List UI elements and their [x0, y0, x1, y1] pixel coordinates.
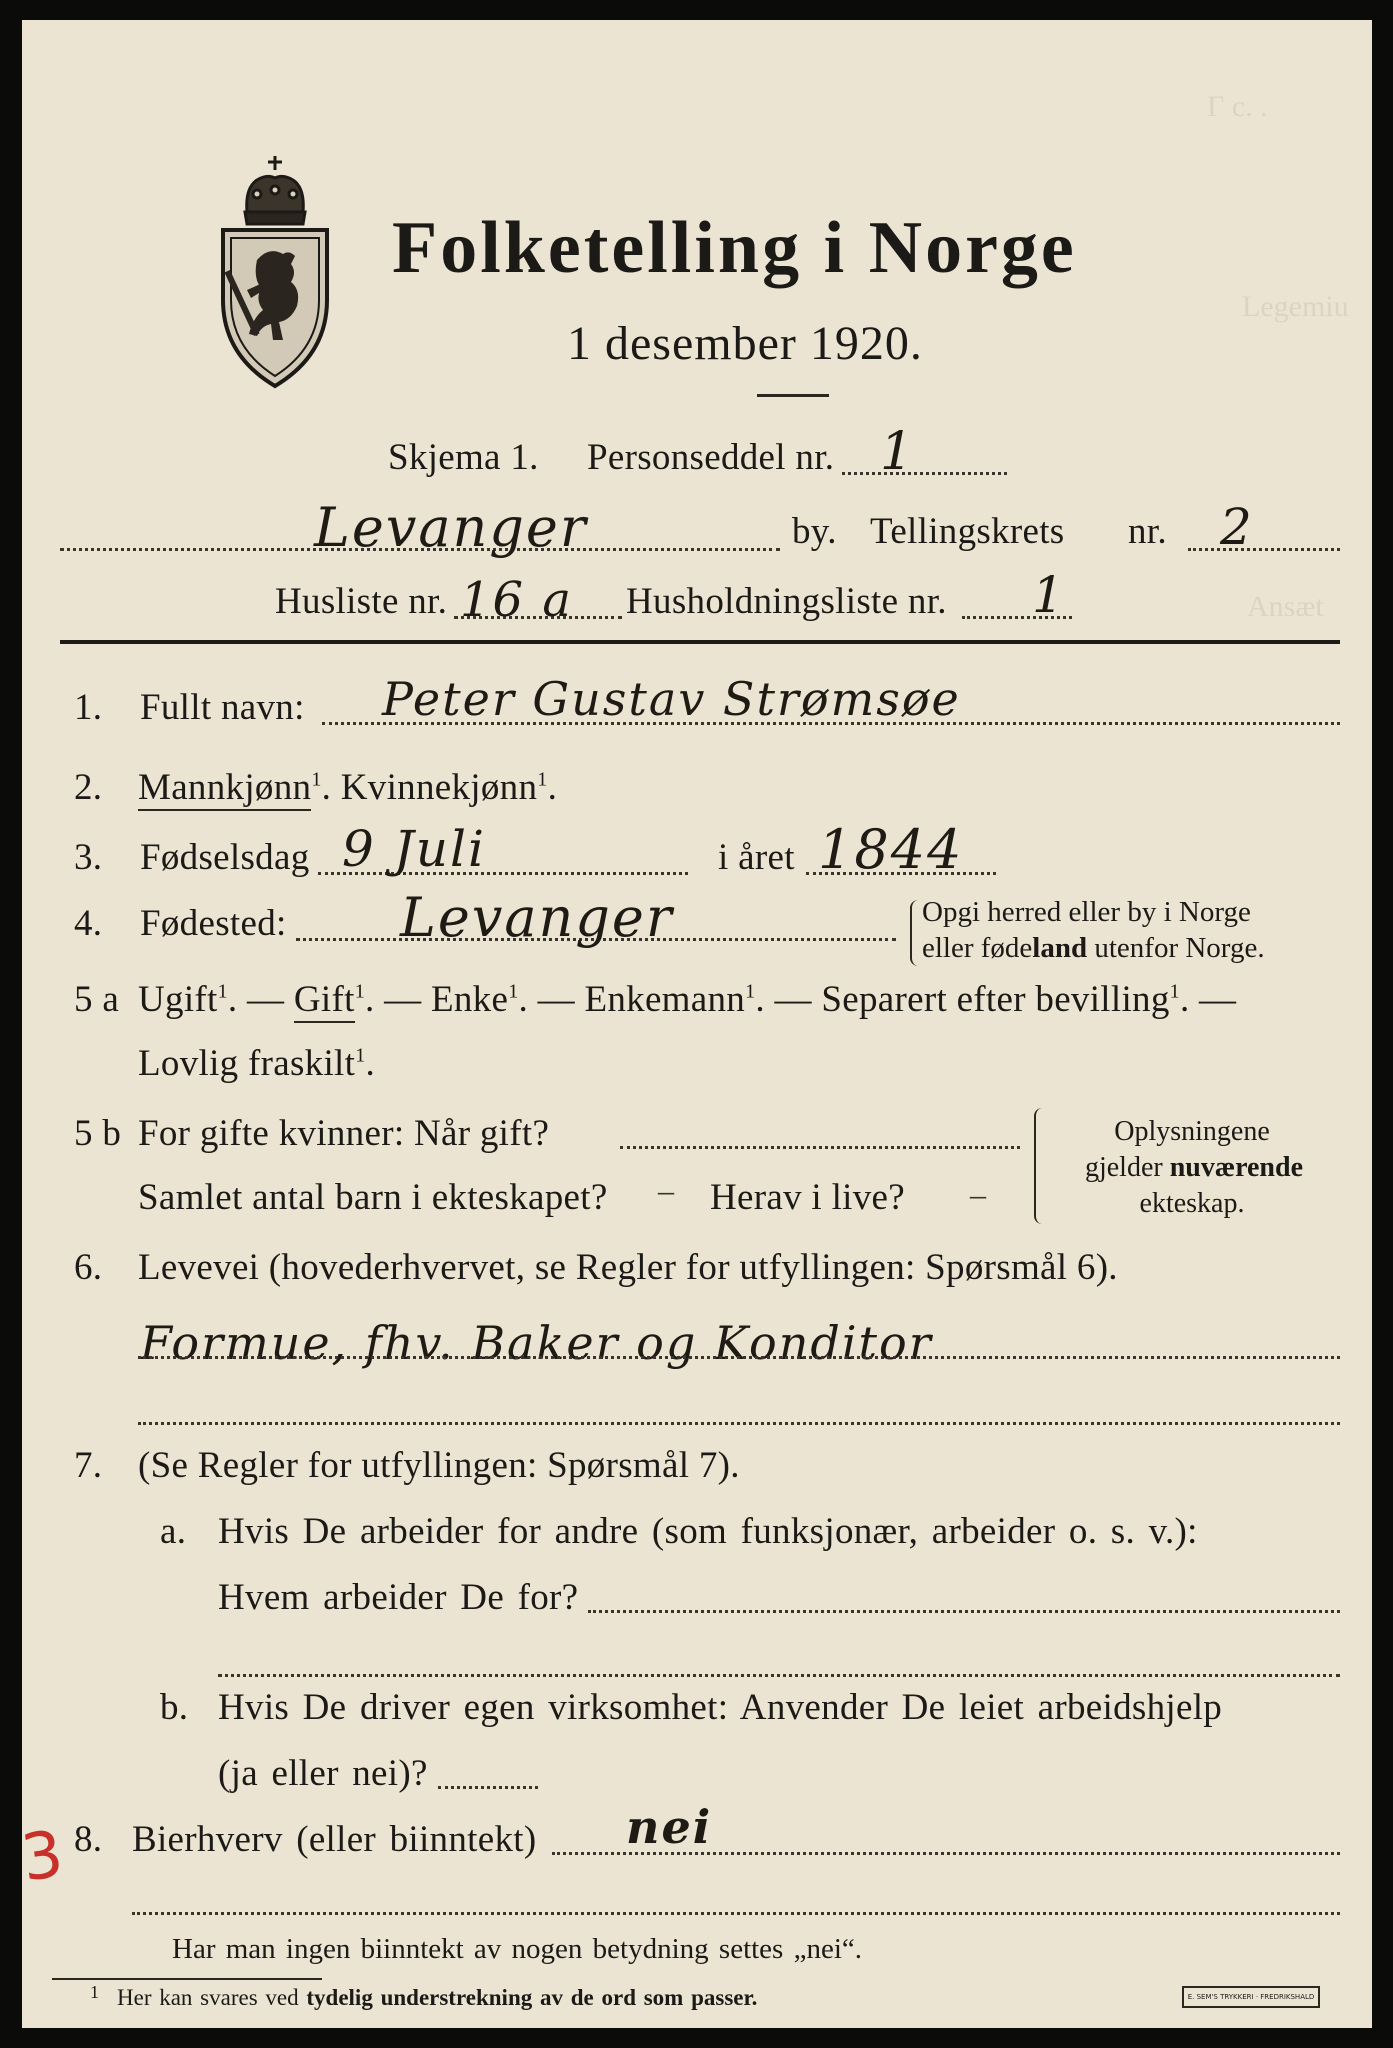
q7a-dotted-line-2	[218, 1674, 1340, 1677]
husholdning-value: 1	[1032, 566, 1066, 624]
q2-number: 2.	[74, 767, 103, 808]
q6-dotted-line-2	[138, 1422, 1340, 1425]
q7b-line2: (ja eller nei)?	[218, 1753, 428, 1794]
q5b-note-line3: ekteskap.	[1139, 1188, 1245, 1219]
q4-birthplace-value: Levanger	[400, 886, 674, 949]
q7b-line1: Hvis De driver egen virksomhet: Anvender De leiet arbeidshjelp	[218, 1687, 1223, 1728]
q4-note-brace	[910, 900, 920, 966]
q4-note-line1: Opgi herred eller by i Norge	[922, 896, 1251, 928]
q5b-note-brace	[1034, 1108, 1046, 1224]
bleed-through-text: Γ c. .	[1207, 90, 1268, 123]
tellingskrets-label: Tellingskrets	[870, 511, 1065, 552]
tellingskrets-value: 2	[1220, 498, 1254, 556]
census-form-page	[17, 20, 1372, 2028]
q5b-number: 5 b	[74, 1113, 122, 1154]
q6-number: 6.	[74, 1247, 103, 1288]
form-title: Folketelling i Norge	[392, 207, 1077, 289]
footnote-marker: 1	[311, 768, 322, 791]
footnote-text: Her kan svares ved tydelig understrekning av de ord som passer.	[117, 1985, 758, 2010]
footnote-marker: 1	[537, 768, 548, 791]
tellingskrets-nr-label: nr.	[1128, 511, 1167, 552]
q8-dotted-line-2	[132, 1912, 1340, 1915]
q3-birthday-value: 9 Juli	[342, 820, 486, 878]
q5a-gift-underlined: Gift	[294, 979, 355, 1023]
norway-coat-of-arms-icon	[217, 150, 335, 390]
q5b-herav-label: Herav i live?	[710, 1177, 905, 1218]
printer-stamp: E. SEM'S TRYKKERI · FREDRIKSHALD	[1182, 1986, 1320, 2008]
husliste-label: Husliste nr.	[275, 581, 448, 622]
q7-label: (Se Regler for utfyllingen: Spørsmål 7).	[138, 1445, 740, 1486]
personseddel-dotted-line	[842, 472, 1007, 475]
personseddel-label: Personseddel nr.	[587, 437, 835, 478]
footer-note: Har man ingen biinntekt av nogen betydning settes „nei“.	[172, 1933, 863, 1965]
q8-number: 8.	[74, 1819, 103, 1860]
q7b-dotted-line	[438, 1786, 538, 1789]
q5b-note-line2: gjelder nuværende	[1084, 1152, 1304, 1183]
q6-occupation-value: Formue, fhv. Baker og Konditor	[140, 1316, 933, 1370]
q7a-line2: Hvem arbeider De for?	[218, 1577, 579, 1618]
q5a-line2: Lovlig fraskilt$^1$.	[138, 1043, 376, 1084]
q7b-letter: b.	[160, 1687, 189, 1728]
header-rule	[60, 640, 1340, 644]
margin-red-mark: 3	[17, 1817, 68, 1897]
q1-number: 1.	[74, 687, 103, 728]
q5a-number: 5 a	[74, 979, 120, 1020]
q8-label: Bierhverv (eller biinntekt)	[132, 1819, 537, 1860]
q5b-children-label: Samlet antal barn i ekteskapet?	[138, 1177, 608, 1218]
q2-kvinnekjonn: Kvinnekjønn	[340, 767, 538, 808]
q3-year-label: i året	[718, 837, 795, 878]
q4-label: Fødested:	[140, 903, 287, 944]
q4-note-line2: eller fødeland utenfor Norge.	[922, 932, 1265, 964]
by-label: by.	[792, 511, 837, 552]
q5b-children-value: –	[658, 1172, 674, 1208]
tellingskrets-dotted-line	[1188, 548, 1340, 551]
q4-number: 4.	[74, 903, 103, 944]
footnote-rule	[52, 1978, 322, 1980]
q1-full-name-value: Peter Gustav Strømsøe	[382, 672, 961, 726]
skjema-label: Skjema 1.	[388, 437, 539, 478]
q2-gender-options: Mannkjønn$^1$. Kvinnekjønn$^1$.	[138, 768, 557, 808]
q5b-note-line1: Oplysningene	[1114, 1116, 1270, 1147]
q5b-herav-value: –	[970, 1176, 986, 1212]
q7a-line1: Hvis De arbeider for andre (som funksjonær, arbeider o. s. v.):	[218, 1511, 1198, 1552]
q5a-marital-options: Ugift$^1$. — Gift$^1$. — Enke$^1$. — Enkemann$^1$. — Separert efter bevilling$^1$. —	[138, 980, 1236, 1020]
q7-number: 7.	[74, 1445, 103, 1486]
personseddel-value: 1	[880, 422, 916, 482]
q2-mannkjonn-underlined: Mannkjønn	[138, 767, 311, 811]
q3-number: 3.	[74, 837, 103, 878]
q6-label: Levevei (hovederhvervet, se Regler for utfyllingen: Spørsmål 6).	[138, 1247, 1118, 1288]
q1-label: Fullt navn:	[140, 687, 305, 728]
title-divider	[757, 394, 829, 397]
q7a-letter: a.	[160, 1511, 187, 1552]
q3-label: Fødselsdag	[140, 837, 310, 878]
q7a-dotted-line-1	[588, 1610, 1340, 1613]
q8-value: nei	[626, 1800, 713, 1854]
q3-year-value: 1844	[818, 818, 964, 881]
husholdning-label: Husholdningsliste nr.	[626, 581, 947, 622]
by-value: Levanger	[314, 496, 588, 559]
husliste-value: 16 a	[460, 572, 573, 628]
q5b-label: For gifte kvinner: Når gift?	[138, 1113, 550, 1154]
census-date: 1 desember 1920.	[567, 317, 923, 370]
q6-dotted-line-1	[138, 1356, 1340, 1359]
q5b-married-dotted-line	[620, 1146, 1020, 1149]
footnote-number: 1	[90, 1982, 99, 2002]
bleed-through-text: Ansæt	[1247, 590, 1324, 623]
bleed-through-text: Legemiu	[1242, 290, 1349, 323]
